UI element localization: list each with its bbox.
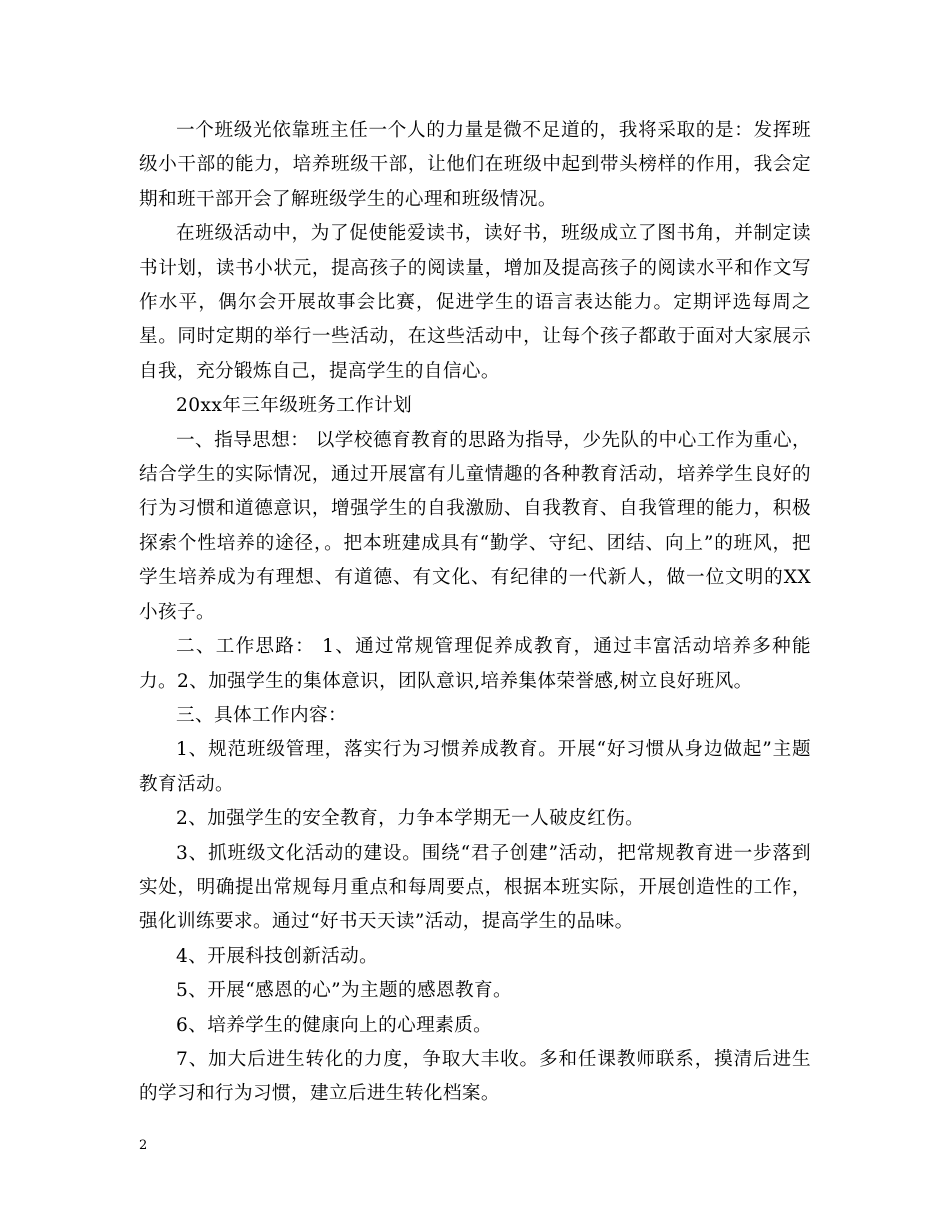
- list-item-mental-health: 6、培养学生的健康向上的心理素质。: [176, 1014, 493, 1036]
- paragraph-reading-activities: 在班级活动中，为了促使能爱读书，读好书，班级成立了图书角，并制定读书计划，读书小状元，提高孩子的阅读量，增加及提高孩子的阅读水平和作文写作水平，偶尔会开展故事会比赛，促进学生的语言表达能力。定期评选每周之星。同时定期的举行一些活动，在这些活动中，让每个孩子都敢于面对大家展示自我，充分锻炼自己，提高学生的自信心。: [139, 223, 811, 382]
- paragraph-guiding-ideology: 一、指导思想： 以学校德育教育的思路为指导，少先队的中心工作为重心，结合学生的实际情况，通过开展富有儿童情趣的各种教育活动，培养学生良好的行为习惯和道德意识，增强学生的自我激励、自我教育、自我管理的能力，积极探索个性培养的途径，。把本班建成具有“勤学、守纪、团结、向上”的班风，把学生培养成为有理想、有道德、有文化、有纪律的一代新人，做一位文明的XX小孩子。: [139, 429, 811, 623]
- list-item-class-management: 1、规范班级管理，落实行为习惯养成教育。开展“好习惯从身边做起”主题教育活动。: [139, 739, 811, 795]
- section-heading-work-content: 三、具体工作内容：: [176, 704, 347, 726]
- paragraph-class-cadres: 一个班级光依靠班主任一个人的力量是微不足道的，我将采取的是：发挥班级小干部的能力，培养班级干部，让他们在班级中起到带头榜样的作用，我会定期和班干部开会了解班级学生的心理和班级情况。: [139, 120, 811, 210]
- list-item-gratitude-education: 5、开展“感恩的心”为主题的感恩教育。: [176, 980, 512, 1002]
- list-item-underachievers: 7、加大后进生转化的力度，争取大丰收。多和任课教师联系，摸清后进生的学习和行为习惯，建立后进生转化档案。: [139, 1048, 811, 1105]
- paragraph-work-approach: 二、工作思路： 1、通过常规管理促养成教育，通过丰富活动培养多种能力。2、加强学生的集体意识，团队意识,培养集体荣誉感,树立良好班风。: [139, 636, 811, 692]
- body-text: [139, 114, 811, 1112]
- section-heading-plan-title: 20xx年三年级班务工作计划: [176, 395, 413, 417]
- list-item-class-culture: 3、抓班级文化活动的建设。围绕“君子创建”活动，把常规教育进一步落到实处，明确提出常规每月重点和每周要点，根据本班实际，开展创造性的工作，强化训练要求。通过“好书天天读”活动，提高学生的品味。: [139, 842, 811, 933]
- list-item-science-innovation: 4、开展科技创新活动。: [176, 945, 379, 967]
- list-item-safety-education: 2、加强学生的安全教育，力争本学期无一人破皮红伤。: [176, 808, 645, 830]
- page-number: 2: [139, 1138, 148, 1153]
